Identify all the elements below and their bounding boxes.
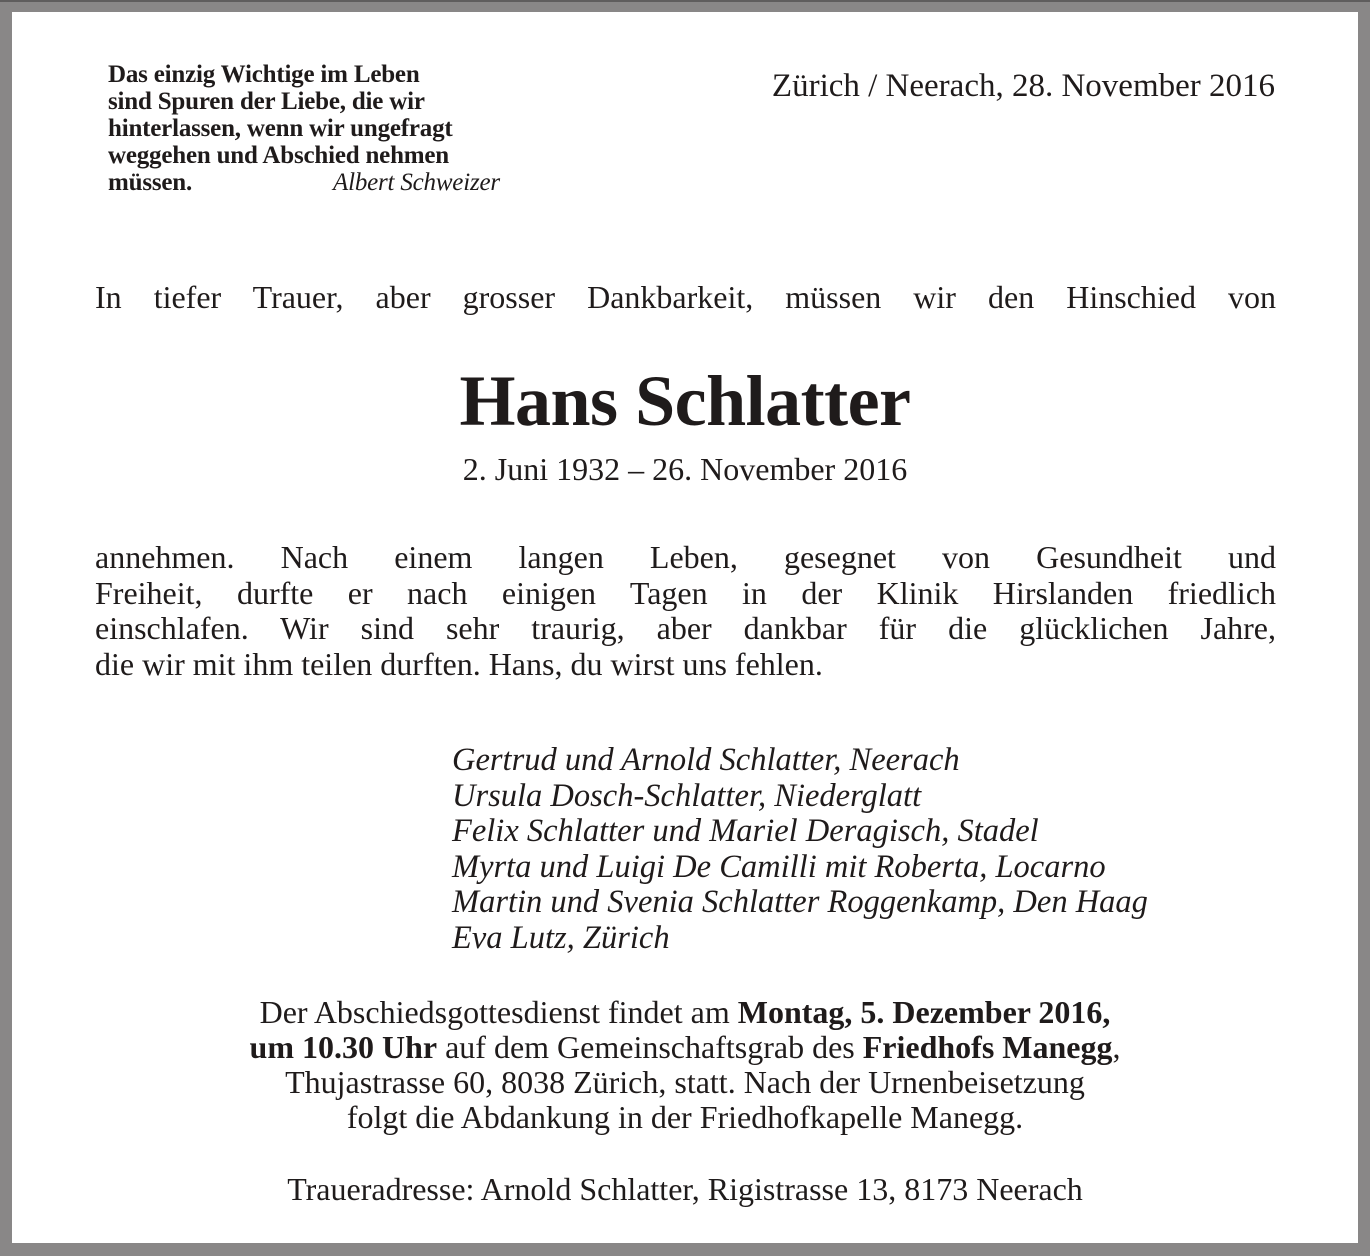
body-line: Freiheit, durfte er nach einigen Tagen in der Klinik Hirslanden friedlich <box>95 574 1276 611</box>
service-line: folgt die Abdankung in der Friedhofkapelle Manegg. <box>346 1099 1024 1135</box>
service-line: Thujastrasse 60, 8038 Zürich, statt. Nach der Urnenbeisetzung <box>285 1064 1085 1100</box>
life-dates: 2. Juni 1932 – 26. November 2016 <box>462 451 908 487</box>
quote-line: sind Spuren der Liebe, die wir <box>108 88 425 115</box>
service-text: Der Abschiedsgottesdienst findet am <box>259 994 738 1030</box>
mourner-entry: Eva Lutz, Zürich <box>452 919 670 956</box>
quote-author: Albert Schweizer <box>333 169 500 196</box>
service-cemetery: Friedhofs Manegg <box>862 1029 1113 1065</box>
window-top-border <box>0 0 1370 2</box>
quote-line: weggehen und Abschied nehmen <box>108 142 449 169</box>
mourning-address: Traueradresse: Arnold Schlatter, Rigistrasse 13, 8173 Neerach <box>287 1171 1083 1207</box>
service-text: auf dem Gemeinschaftsgrab des <box>437 1029 863 1065</box>
mourner-entry: Ursula Dosch-Schlatter, Niederglatt <box>452 777 922 814</box>
service-details <box>12 995 1358 1135</box>
quote-line: hinterlassen, wenn wir ungefragt <box>108 115 453 142</box>
place-and-date: Zürich / Neerach, 28. November 2016 <box>771 68 1275 104</box>
mourner-entry: Felix Schlatter und Mariel Deragisch, Stadel <box>452 813 1039 849</box>
service-line <box>12 1030 1358 1065</box>
service-date: Montag, 5. Dezember 2016, <box>737 994 1111 1030</box>
epigraph-quote <box>108 61 568 196</box>
body-paragraph <box>95 540 1276 682</box>
service-line <box>12 995 1358 1030</box>
quote-line: Das einzig Wichtige im Leben <box>108 61 420 88</box>
deceased-name: Hans Schlatter <box>459 361 911 441</box>
service-text: , <box>1112 1029 1121 1065</box>
mourner-entry: Myrta und Luigi De Camilli mit Roberta, Locarno <box>452 848 1106 885</box>
mourner-entry: Martin und Svenia Schlatter Roggenkamp, Den Haag <box>452 884 1148 920</box>
intro-sentence: In tiefer Trauer, aber grosser Dankbarkeit, müssen wir den Hinschied von <box>95 279 1276 315</box>
body-line: die wir mit ihm teilen durften. Hans, du wirst uns fehlen. <box>95 645 823 682</box>
quote-line: müssen. <box>108 169 193 196</box>
service-time: um 10.30 Uhr <box>249 1029 438 1065</box>
body-line: annehmen. Nach einem langen Leben, gesegnet von Gesundheit und <box>95 539 1276 575</box>
mourners-list <box>452 743 1148 956</box>
body-line: einschlafen. Wir sind sehr traurig, aber dankbar für die glücklichen Jahre, <box>95 610 1276 646</box>
mourner-entry: Gertrud und Arnold Schlatter, Neerach <box>452 742 960 778</box>
obituary-page <box>12 12 1358 1243</box>
